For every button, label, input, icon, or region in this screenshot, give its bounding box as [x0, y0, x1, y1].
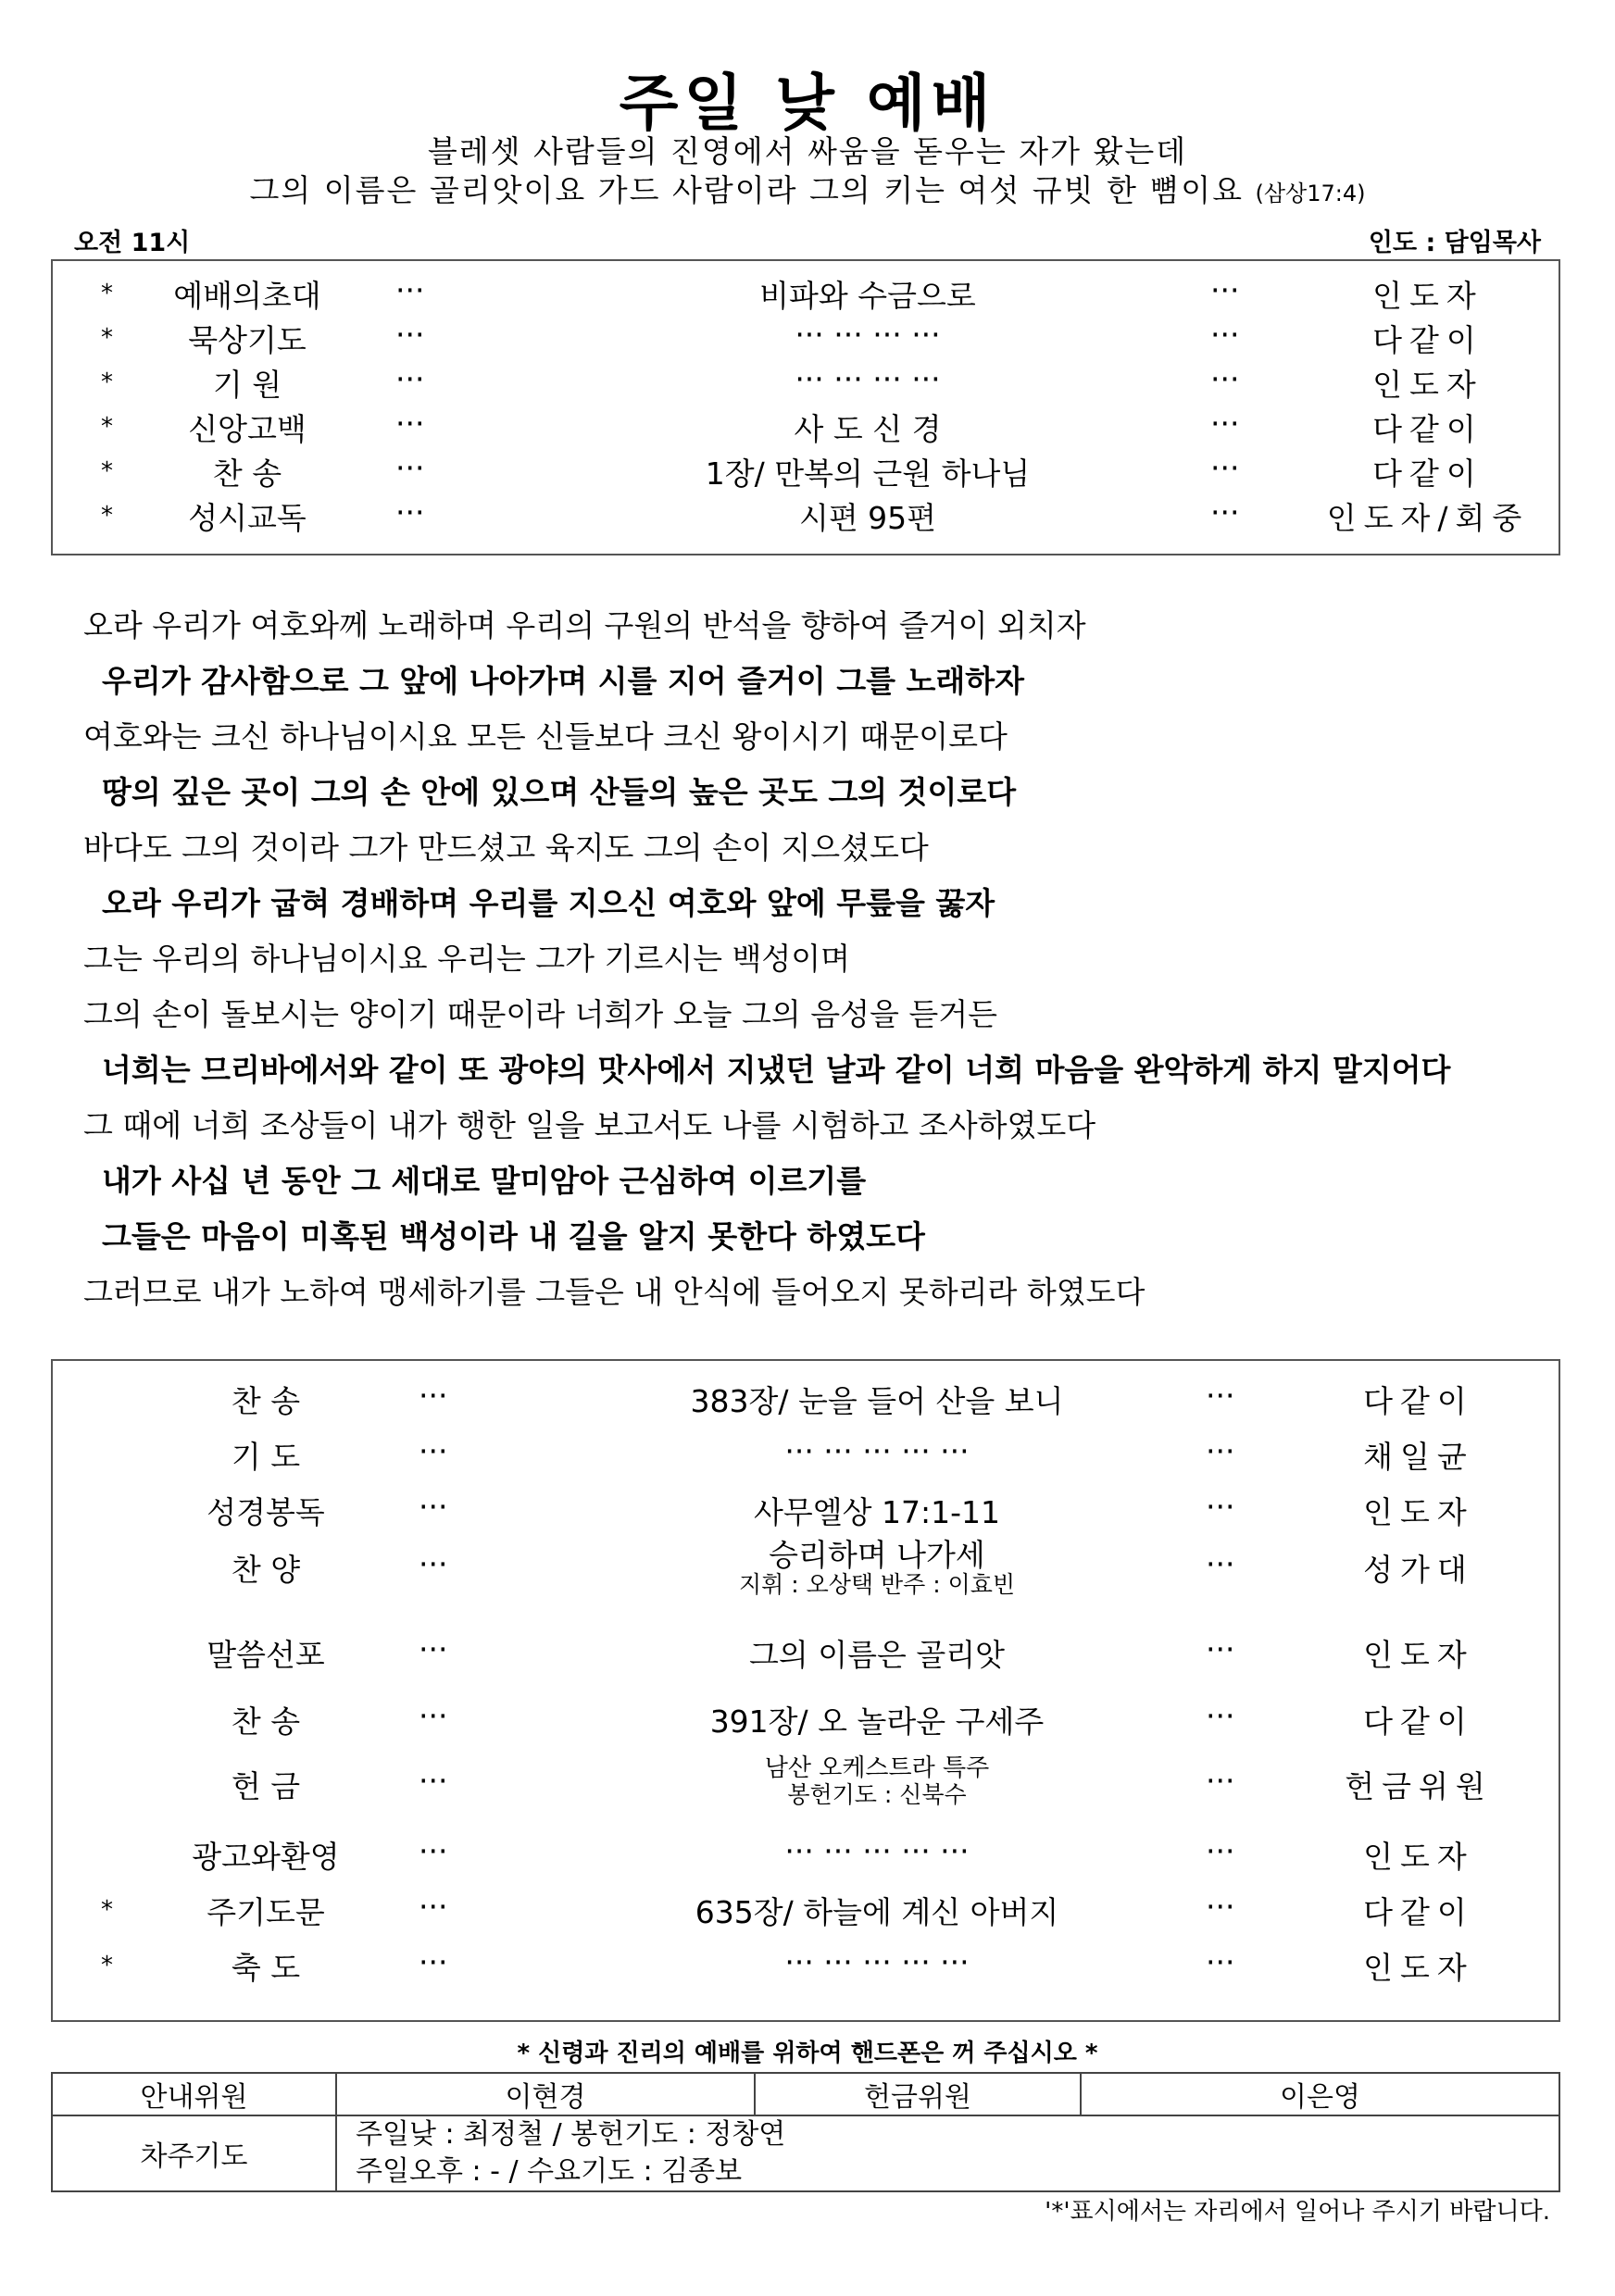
order-item: 신앙고백: [188, 411, 307, 447]
order-dots: ···: [419, 1833, 448, 1869]
verse-line-1: 블레셋 사람들의 진영에서 싸움을 돋우는 자가 왔는데: [427, 133, 1188, 169]
prayer-line-2: 주일오후 : - / 수요기도 : 김종보: [356, 2155, 743, 2188]
order-dots: ···: [1210, 494, 1240, 530]
order-item: 광고와환영: [192, 1839, 340, 1875]
order-content-sub: 봉헌기도 : 신북수: [787, 1780, 967, 1808]
order-person: 인도자: [1372, 367, 1484, 403]
order-item: 예배의초대: [173, 278, 321, 314]
order-item: 성경봉독: [207, 1494, 325, 1530]
order-item: 축 도: [231, 1950, 301, 1986]
order-content: ··· ··· ··· ···: [795, 317, 941, 353]
order-person: 다같이: [1372, 411, 1484, 447]
order-dots: ···: [419, 1378, 448, 1414]
order-item: 기 원: [212, 367, 282, 403]
prayer-schedule: [336, 2115, 1559, 2191]
service-leader: 인도 : 담임목사: [1368, 229, 1541, 257]
order-item: 성시교독: [188, 500, 307, 536]
order-content: ··· ··· ··· ··· ···: [784, 1433, 970, 1469]
service-time: 오전 11시: [74, 229, 191, 257]
order-dots: ···: [395, 406, 425, 442]
offering-label: 헌금위원: [755, 2073, 1081, 2115]
order-content: ··· ··· ··· ··· ···: [784, 1833, 970, 1869]
order-content: ··· ··· ··· ···: [795, 361, 941, 397]
order-content: 그의 이름은 골리앗: [748, 1637, 1005, 1673]
order-star: *: [101, 502, 113, 530]
order-dots: ···: [419, 1546, 448, 1582]
order-person: 헌금위원: [1345, 1768, 1493, 1804]
reading-line-congregation: 그들은 마음이 미혹된 백성이라 내 길을 알지 못한다 하였도다: [102, 1218, 925, 1254]
reading-line-leader: 그의 손이 돌보시는 양이기 때문이라 너희가 오늘 그의 음성을 듣거든: [83, 996, 997, 1032]
order-content-main: 승리하며 나가세: [769, 1537, 985, 1573]
order-content: 시편 95편: [798, 500, 937, 536]
staff-table: [51, 2072, 1560, 2192]
order-dots: ···: [395, 361, 425, 397]
order-dots: ···: [1210, 450, 1240, 486]
reading-line-congregation: 오라 우리가 굽혀 경배하며 우리를 지으신 여호와 앞에 무릎을 꿇자: [102, 885, 995, 921]
order-dots: ···: [1206, 1489, 1235, 1525]
order-dots: ···: [395, 317, 425, 353]
order-item: 말씀선포: [207, 1637, 325, 1673]
reading-line-congregation: 우리가 감사함으로 그 앞에 나아가며 시를 지어 즐거이 그를 노래하자: [102, 663, 1024, 699]
order-star: *: [101, 368, 113, 396]
usher-name: 이현경: [336, 2073, 755, 2115]
order-person: 다같이: [1363, 1703, 1474, 1740]
usher-label: 안내위원: [52, 2073, 336, 2115]
order-dots: ···: [419, 1631, 448, 1667]
order-dots: ···: [1206, 1631, 1235, 1667]
order-item: 찬 송: [231, 1383, 301, 1419]
order-content: [571, 1755, 1183, 1808]
prayer-label: 차주기도: [52, 2115, 336, 2191]
phone-notice: * 신령과 진리의 예배를 위하여 핸드폰은 꺼 주십시오 *: [517, 2040, 1098, 2067]
order-of-worship-opening: [51, 259, 1560, 555]
order-content: [571, 1539, 1183, 1599]
order-dots: ···: [1206, 1546, 1235, 1582]
order-star: *: [101, 1896, 113, 1924]
order-star: *: [101, 413, 113, 441]
order-item: 묵상기도: [188, 322, 307, 358]
order-person: 다같이: [1363, 1383, 1474, 1419]
footnote: '*'표시에서는 자리에서 일어나 주시기 바랍니다.: [1045, 2198, 1550, 2226]
order-of-worship-main: [51, 1359, 1560, 2022]
order-dots: ···: [1206, 1763, 1235, 1799]
order-item: 주기도문: [207, 1894, 325, 1930]
reading-line-congregation: 내가 사십 년 동안 그 세대로 말미암아 근심하여 이르기를: [102, 1163, 867, 1199]
order-person: 인도자: [1363, 1839, 1474, 1875]
order-content: 635장/ 하늘에 계신 아버지: [695, 1894, 1059, 1930]
order-item: 찬 송: [231, 1703, 301, 1740]
order-dots: ···: [419, 1889, 448, 1925]
order-content: ··· ··· ··· ··· ···: [784, 1944, 970, 1980]
order-star: *: [101, 280, 113, 307]
order-dots: ···: [1206, 1833, 1235, 1869]
reading-line-leader: 오라 우리가 여호와께 노래하며 우리의 구원의 반석을 향하여 즐거이 외치자: [83, 607, 1086, 643]
order-dots: ···: [1206, 1378, 1235, 1414]
order-person: 성가대: [1363, 1552, 1474, 1588]
reading-line-leader: 여호와는 크신 하나님이시요 모든 신들보다 크신 왕이시기 때문이로다: [83, 718, 1008, 755]
order-person: 인도자: [1363, 1637, 1474, 1673]
order-dots: ···: [1206, 1433, 1235, 1469]
order-dots: ···: [419, 1944, 448, 1980]
order-person: 인도자: [1363, 1494, 1474, 1530]
reading-line-leader: 그 때에 너희 조상들이 내가 행한 일을 보고서도 나를 시험하고 조사하였도다: [83, 1107, 1096, 1143]
order-person: 다같이: [1363, 1894, 1474, 1930]
order-dots: ···: [395, 450, 425, 486]
order-item: 찬 송: [212, 455, 282, 492]
order-dots: ···: [419, 1489, 448, 1525]
order-item: 헌 금: [231, 1768, 301, 1804]
verse-reference: (삼상17:4): [1255, 181, 1366, 206]
order-content-main: 남산 오케스트라 특주: [764, 1754, 990, 1782]
order-dots: ···: [1206, 1944, 1235, 1980]
order-content-sub: 지휘 : 오상택 반주 : 이효빈: [738, 1571, 1016, 1599]
order-content: 비파와 수금으로: [759, 278, 976, 314]
order-content: 사무엘상 17:1-11: [753, 1494, 1000, 1530]
page-title: 주일 낮 예배: [619, 68, 996, 139]
order-dots: ···: [1210, 406, 1240, 442]
order-content: 391장/ 오 놀라운 구세주: [709, 1703, 1045, 1740]
reading-line-leader: 그는 우리의 하나님이시요 우리는 그가 기르시는 백성이며: [83, 941, 851, 977]
order-dots: ···: [1210, 272, 1240, 308]
reading-line-leader: 그러므로 내가 노하여 맹세하기를 그들은 내 안식에 들어오지 못하리라 하였도다: [83, 1274, 1146, 1310]
order-dots: ···: [1206, 1889, 1235, 1925]
order-dots: ···: [395, 272, 425, 308]
reading-line-congregation: 너희는 므리바에서와 같이 또 광야의 맛사에서 지냈던 날과 같이 너희 마음을 완악하게 하지 말지어다: [102, 1052, 1451, 1088]
order-person: 인도자: [1363, 1950, 1474, 1986]
order-person: 채일균: [1363, 1439, 1474, 1475]
order-dots: ···: [1210, 317, 1240, 353]
order-person: 다같이: [1372, 322, 1484, 358]
order-person: 인도자: [1372, 278, 1484, 314]
verse-line-2-text: 그의 이름은 골리앗이요 가드 사람이라 그의 키는 여섯 규빗 한 뼘이요: [249, 172, 1244, 208]
order-content: 사 도 신 경: [794, 411, 942, 447]
offering-name: 이은영: [1081, 2073, 1559, 2115]
order-dots: ···: [395, 494, 425, 530]
order-star: *: [101, 324, 113, 352]
order-content: 1장/ 만복의 근원 하나님: [705, 455, 1031, 492]
order-dots: ···: [419, 1698, 448, 1734]
reading-line-congregation: 땅의 깊은 곳이 그의 손 안에 있으며 산들의 높은 곳도 그의 것이로다: [102, 774, 1017, 810]
order-item: 찬 양: [231, 1552, 301, 1588]
reading-line-leader: 바다도 그의 것이라 그가 만드셨고 육지도 그의 손이 지으셨도다: [83, 830, 929, 866]
verse-line-2: [0, 167, 1615, 210]
order-person: 인도자/회중: [1326, 500, 1530, 536]
order-star: *: [101, 1952, 113, 1979]
order-dots: ···: [1206, 1698, 1235, 1734]
order-dots: ···: [1210, 361, 1240, 397]
order-item: 기 도: [231, 1439, 301, 1475]
prayer-line-1: 주일낮 : 최정철 / 봉헌기도 : 정창연: [356, 2118, 786, 2151]
order-content: 383장/ 눈을 들어 산을 보니: [690, 1383, 1064, 1419]
order-dots: ···: [419, 1433, 448, 1469]
order-star: *: [101, 457, 113, 485]
order-person: 다같이: [1372, 455, 1484, 492]
order-dots: ···: [419, 1763, 448, 1799]
